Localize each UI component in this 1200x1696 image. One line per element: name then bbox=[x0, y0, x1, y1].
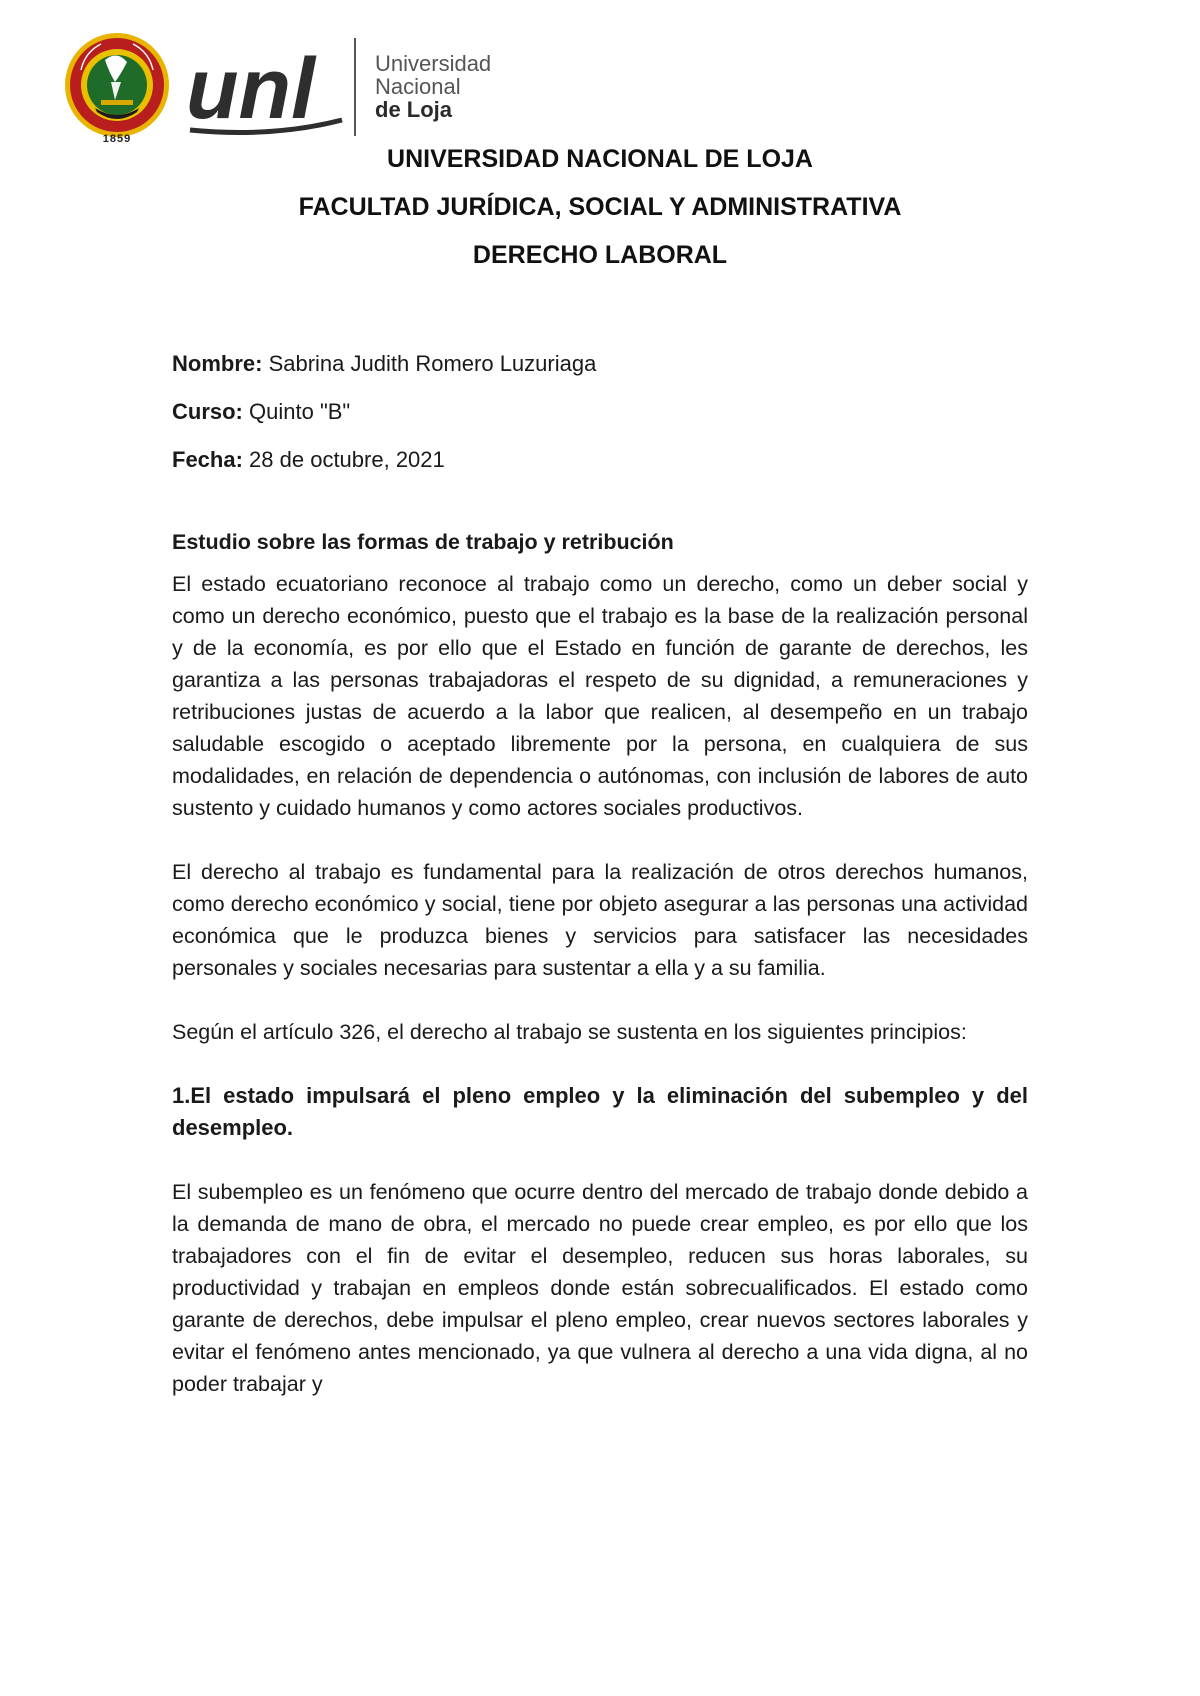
section-title: Estudio sobre las formas de trabajo y retribución bbox=[172, 530, 674, 554]
student-name-row bbox=[172, 348, 1028, 380]
course-label: Curso: bbox=[172, 399, 243, 424]
university-name-line-2: Nacional bbox=[375, 74, 461, 99]
course-value: Quinto "B" bbox=[249, 399, 351, 424]
university-name-line-3: de Loja bbox=[375, 97, 453, 122]
title-subject: DERECHO LABORAL bbox=[472, 241, 728, 269]
title-faculty: FACULTAD JURÍDICA, SOCIAL Y ADMINISTRATIVA bbox=[298, 193, 902, 221]
logo-divider bbox=[354, 38, 356, 136]
document-body bbox=[172, 348, 1028, 1400]
principle-heading-1: 1.El estado impulsará el pleno empleo y la eliminación del subempleo y del desempleo. bbox=[172, 1083, 1028, 1140]
title-university: UNIVERSIDAD NACIONAL DE LOJA bbox=[387, 145, 813, 173]
university-name-logo bbox=[375, 52, 491, 121]
seal-year: 1859 bbox=[102, 133, 132, 145]
unl-logo-mark bbox=[182, 38, 392, 138]
university-name-line-1: Universidad bbox=[375, 51, 492, 76]
date-value: 28 de octubre, 2021 bbox=[249, 447, 445, 472]
paragraph-3: Según el artículo 326, el derecho al trabajo se sustenta en los siguientes principios: bbox=[172, 1020, 967, 1044]
name-value: Sabrina Judith Romero Luzuriaga bbox=[268, 351, 597, 376]
unl-logo-text: unl bbox=[186, 41, 315, 137]
university-logo-block bbox=[55, 30, 535, 155]
paragraph-4: El subempleo es un fenómeno que ocurre dentro del mercado de trabajo donde debido a la demanda de mano de obra, el mercado no puede crear empleo, es por ello que los trabajadores con el fin de evitar el desempleo, reducen sus horas laborales, su productividad y trabajan en empleos donde están sobrecualificados. El estado como garante de derechos, debe impulsar el pleno empleo, crear nuevos sectores laborales y evitar el fenómeno antes mencionado, ya que vulnera al derecho a una vida digna, al no poder trabajar y bbox=[172, 1180, 1028, 1396]
course-row bbox=[172, 396, 1028, 428]
date-label: Fecha: bbox=[172, 447, 243, 472]
paragraph-2: El derecho al trabajo es fundamental para la realización de otros derechos humanos, como derecho económico y social, tiene por objeto asegurar a las personas una actividad económica que le produzca bienes y servicios para satisfacer las necesidades personales y sociales necesarias para sustentar a ella y a su familia. bbox=[172, 860, 1028, 980]
name-label: Nombre: bbox=[172, 351, 263, 376]
date-row bbox=[172, 444, 1028, 476]
document-titles bbox=[150, 142, 1050, 286]
paragraph-1: El estado ecuatoriano reconoce al trabajo como un derecho, como un deber social y como un derecho económico, puesto que el trabajo es la base de la realización personal y de la economía, es por ello que el Estado en función de garante de derechos, les garantiza a las personas trabajadoras el respeto de su dignidad, a remuneraciones y retribuciones justas de acuerdo a la labor que realicen, al desempeño en un trabajo saludable escogido o aceptado libremente por la persona, en cualquiera de sus modalidades, en relación de dependencia o autónomas, con inclusión de labores de auto sustento y cuidado humanos y como actores sociales productivos. bbox=[172, 572, 1028, 820]
